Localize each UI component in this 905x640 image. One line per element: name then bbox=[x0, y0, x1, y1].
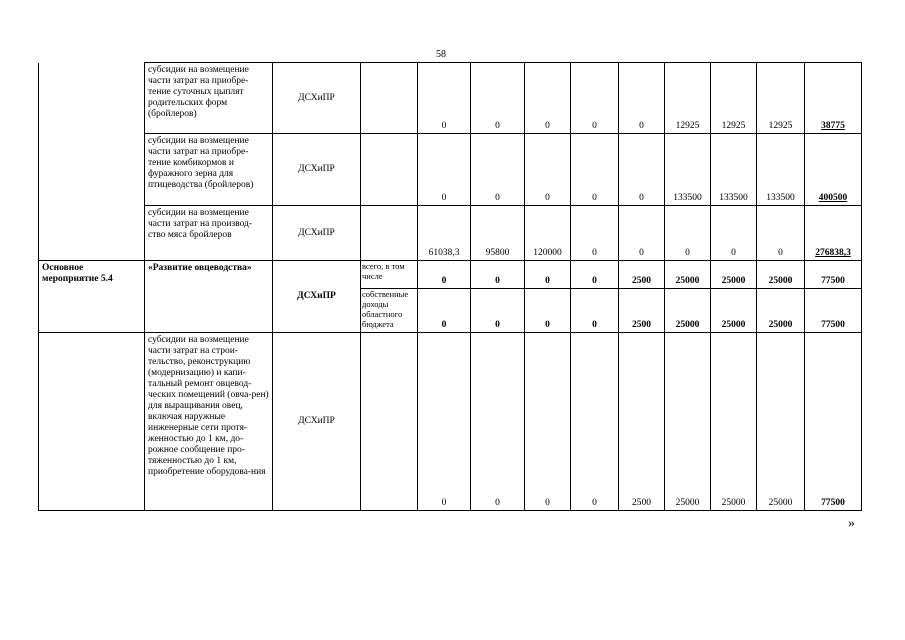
value-cell: 25000 bbox=[711, 261, 757, 289]
table-row bbox=[39, 63, 862, 134]
value-cell: 25000 bbox=[711, 289, 757, 333]
executor-cell: ДСХиПР bbox=[273, 206, 361, 261]
value-cell: 2500 bbox=[619, 289, 665, 333]
executor-cell: ДСХиПР bbox=[273, 333, 361, 511]
value-cell: 12925 bbox=[711, 63, 757, 134]
value-cell: 25000 bbox=[711, 333, 757, 511]
value-cell: 0 bbox=[619, 134, 665, 206]
source-cell bbox=[361, 206, 418, 261]
table-row bbox=[39, 206, 862, 261]
measure-description: субсидии на возмещение части затрат на производ-ство мяса бройлеров bbox=[145, 206, 273, 261]
value-cell: 0 bbox=[418, 333, 471, 511]
source-cell bbox=[361, 134, 418, 206]
total-cell: 276838,3 bbox=[805, 206, 862, 261]
measure-description: субсидии на возмещение части затрат на приобре-тение суточных цыплят родительских форм (бройлеров) bbox=[145, 63, 273, 134]
table-row bbox=[39, 333, 862, 511]
value-cell: 0 bbox=[525, 289, 571, 333]
value-cell: 2500 bbox=[619, 333, 665, 511]
value-cell: 25000 bbox=[757, 261, 805, 289]
value-cell: 12925 bbox=[757, 63, 805, 134]
value-cell: 0 bbox=[525, 261, 571, 289]
measure-description: субсидии на возмещение части затрат на приобре-тение комбикормов и фуражного зерна для птицеводства (бройлеров) bbox=[145, 134, 273, 206]
total-cell: 38775 bbox=[805, 63, 862, 134]
source-cell: всего, в том числе bbox=[361, 261, 418, 289]
executor-cell: ДСХиПР bbox=[273, 134, 361, 206]
executor-cell: ДСХиПР bbox=[273, 63, 361, 134]
value-cell: 0 bbox=[665, 206, 711, 261]
value-cell: 133500 bbox=[711, 134, 757, 206]
value-cell: 25000 bbox=[665, 289, 711, 333]
value-cell: 2500 bbox=[619, 261, 665, 289]
value-cell: 0 bbox=[571, 63, 619, 134]
value-cell: 0 bbox=[525, 333, 571, 511]
total-cell: 77500 bbox=[805, 333, 862, 511]
value-cell: 0 bbox=[471, 134, 525, 206]
value-cell: 0 bbox=[619, 63, 665, 134]
value-cell: 61038,3 bbox=[418, 206, 471, 261]
page-number: 58 bbox=[436, 49, 446, 60]
value-cell: 0 bbox=[525, 134, 571, 206]
table-row bbox=[39, 261, 862, 289]
value-cell: 0 bbox=[571, 289, 619, 333]
total-cell: 400500 bbox=[805, 134, 862, 206]
source-cell bbox=[361, 333, 418, 511]
value-cell: 0 bbox=[757, 206, 805, 261]
total-cell: 77500 bbox=[805, 289, 862, 333]
source-cell bbox=[361, 63, 418, 134]
value-cell: 133500 bbox=[665, 134, 711, 206]
value-cell: 25000 bbox=[757, 289, 805, 333]
source-cell: собственные доходы областного бюджета bbox=[361, 289, 418, 333]
value-cell: 0 bbox=[418, 289, 471, 333]
value-cell: 133500 bbox=[757, 134, 805, 206]
closing-quote-mark: » bbox=[848, 516, 855, 531]
value-cell: 0 bbox=[525, 63, 571, 134]
table-row bbox=[39, 134, 862, 206]
value-cell: 0 bbox=[571, 333, 619, 511]
value-cell: 120000 bbox=[525, 206, 571, 261]
value-cell: 12925 bbox=[665, 63, 711, 134]
value-cell: 0 bbox=[471, 63, 525, 134]
program-table bbox=[38, 62, 862, 511]
measure-description: субсидии на возмещение части затрат на строи-тельство, реконструкцию (модернизацию) и капи-тальный ремонт овцевод-ческих помещений (овча-рен) для выращивания овец, включая наружные инженерные сети протя-женностью до 1 км, до-рожное сообщение про-тяженностью до 1 км, приобретение оборудова-ния bbox=[145, 333, 273, 511]
value-cell: 0 bbox=[471, 261, 525, 289]
value-cell: 0 bbox=[418, 63, 471, 134]
value-cell: 0 bbox=[418, 261, 471, 289]
value-cell: 0 bbox=[571, 206, 619, 261]
value-cell: 95800 bbox=[471, 206, 525, 261]
value-cell: 25000 bbox=[665, 261, 711, 289]
value-cell: 0 bbox=[619, 206, 665, 261]
value-cell: 0 bbox=[418, 134, 471, 206]
measure-description: «Развитие овцеводства» bbox=[145, 261, 273, 333]
executor-cell: ДСХиПР bbox=[273, 261, 361, 333]
value-cell: 25000 bbox=[757, 333, 805, 511]
measure-label: Основное мероприятие 5.4 bbox=[39, 261, 145, 333]
measure-cell-empty bbox=[39, 63, 145, 261]
total-cell: 77500 bbox=[805, 261, 862, 289]
value-cell: 0 bbox=[571, 134, 619, 206]
value-cell: 0 bbox=[571, 261, 619, 289]
value-cell: 0 bbox=[471, 333, 525, 511]
value-cell: 0 bbox=[711, 206, 757, 261]
value-cell: 0 bbox=[471, 289, 525, 333]
value-cell: 25000 bbox=[665, 333, 711, 511]
measure-cell-empty bbox=[39, 333, 145, 511]
